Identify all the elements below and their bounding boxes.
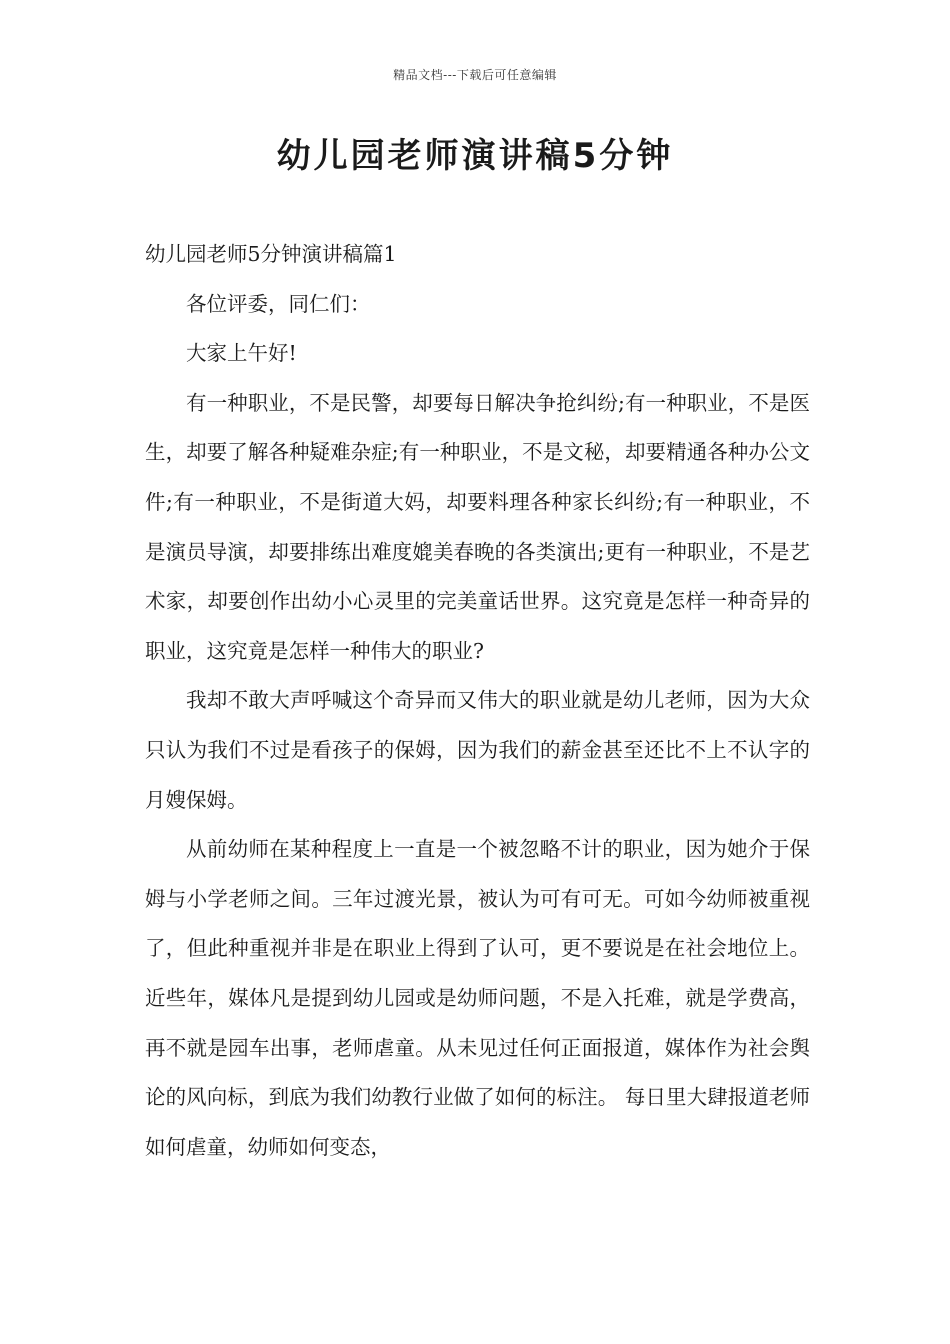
header-note: 精品文档---下载后可任意编辑 — [393, 68, 557, 82]
paragraph-salutation: 各位评委，同仁们： — [186, 291, 371, 316]
section-heading: 幼儿园老师5分钟演讲稿篇1 — [145, 242, 397, 266]
document-body — [145, 230, 810, 1172]
paragraph-kindergarten-teacher: 我却不敢大声呼喊这个奇异而又伟大的职业就是幼儿老师，因为大众只认为我们不过是看孩子的保姆，因为我们的薪金甚至还比不上不认字的月嫂保姆。 — [145, 688, 810, 812]
paragraph-greeting: 大家上午好! — [186, 341, 297, 366]
paragraph-media: 从前幼师在某种程度上一直是一个被忽略不计的职业，因为她介于保姆与小学老师之间。三年过渡光景，被认为可有可无。可如今幼师被重视了，但此种重视并非是在职业上得到了认可，更不要说是在社会地位上。近些年，媒体凡是提到幼儿园或是幼师问题，不是入托难，就是学费高，再不就是园车出事，老师虐童。从未见过任何正面报道，媒体作为社会舆论的风向标，到底为我们幼教行业做了如何的标注。 每日里大肆报道老师如何虐童，幼师如何变态， — [145, 837, 810, 1159]
paragraph-profession: 有一种职业，不是民警，却要每日解决争抢纠纷;有一种职业，不是医生，却要了解各种疑难杂症;有一种职业，不是文秘，却要精通各种办公文件;有一种职业，不是街道大妈，却要料理各种家长纠纷;有一种职业，不是演员导演，却要排练出难度媲美春晚的各类演出;更有一种职业，不是艺术家，却要创作出幼小心灵里的完美童话世界。这究竟是怎样一种奇异的职业，这究竟是怎样一种伟大的职业? — [145, 390, 810, 663]
document-title: 幼儿园老师演讲稿5分钟 — [276, 136, 674, 176]
